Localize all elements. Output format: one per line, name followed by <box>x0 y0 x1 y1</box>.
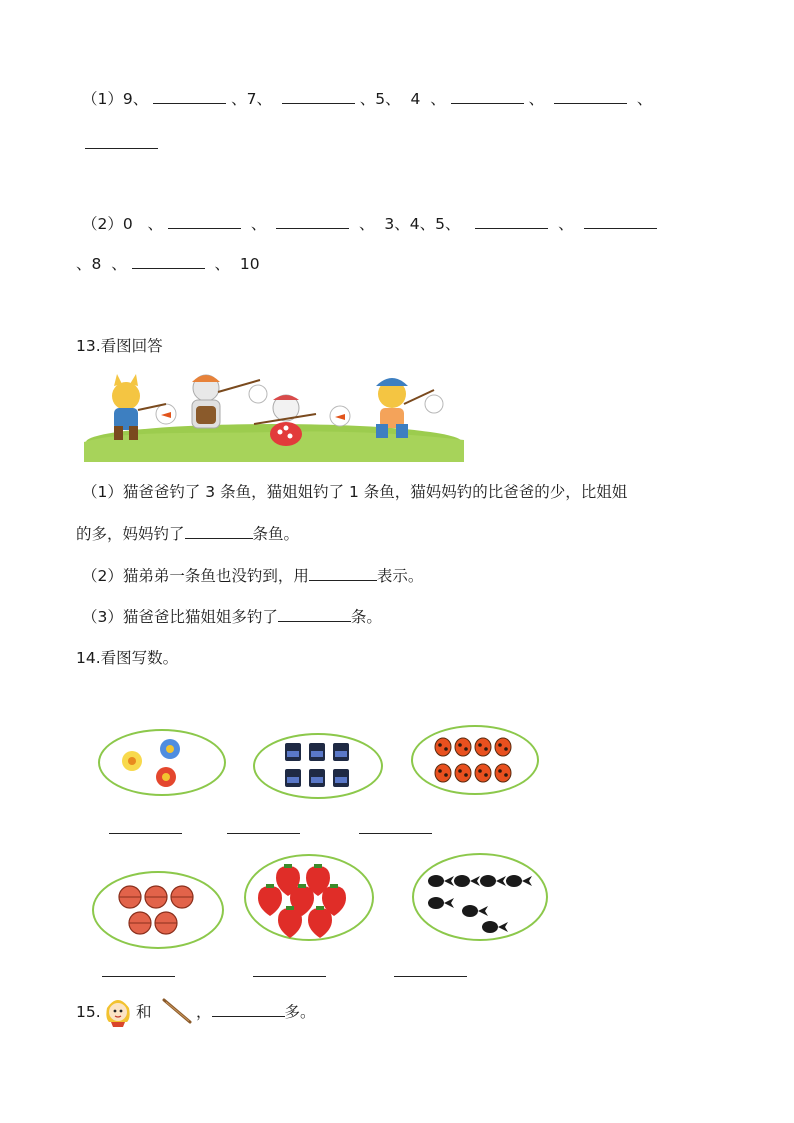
answer-blank[interactable] <box>132 254 205 269</box>
q12-part2-line2 <box>76 254 260 274</box>
q12-part1-text: 、 <box>636 90 653 108</box>
q13-part1-post: 条鱼。 <box>252 525 300 543</box>
q12-part2-text: 、 <box>558 215 574 233</box>
ladybug-icon <box>413 727 537 793</box>
cat-brother-icon <box>376 378 443 438</box>
answer-blank[interactable] <box>475 214 548 229</box>
q12-part1-lead: （1）9、 <box>82 90 149 108</box>
q12-part1-text: 、7、 <box>231 90 272 108</box>
answer-blank[interactable] <box>584 214 657 229</box>
answer-blank[interactable] <box>85 148 158 149</box>
group-flowers <box>98 729 226 796</box>
q13-part1-line2 <box>76 524 299 544</box>
q12-part2-text: 、 3、4、5、 <box>359 215 461 233</box>
q15-suffix: 多。 <box>284 1003 316 1021</box>
q13-part3 <box>82 607 382 627</box>
q13-part2-post: 表示。 <box>376 567 424 585</box>
q12-part1-text: 、 <box>528 90 545 108</box>
q13-part2 <box>82 566 423 586</box>
strawberry-icon <box>246 856 372 939</box>
q12-part1-line1 <box>82 89 652 109</box>
answer-blank[interactable] <box>153 89 226 104</box>
answer-blank[interactable] <box>278 607 351 622</box>
flower-icon <box>100 731 224 794</box>
q12-part1-text: 、5、 4 、 <box>359 90 446 108</box>
answer-blank[interactable] <box>554 89 627 104</box>
q13-part3-post: 条。 <box>350 608 382 626</box>
q15-number: 15. <box>76 1003 101 1021</box>
answer-blank[interactable] <box>185 524 253 539</box>
q15-rest <box>196 1002 316 1022</box>
q13-part2-pre: （2）猫弟弟一条鱼也没钓到，用 <box>82 567 309 585</box>
q15-and: 和 <box>136 1003 152 1021</box>
answer-blank[interactable] <box>102 976 175 977</box>
answer-blank[interactable] <box>282 89 355 104</box>
group-tadpoles <box>412 853 548 941</box>
answer-blank[interactable] <box>253 976 326 977</box>
q12-part2-end: 、 10 <box>214 255 260 273</box>
q13-part1-line1: （1）猫爸爸钓了 3 条鱼，猫姐姐钓了 1 条鱼，猫妈妈钓的比爸爸的少，比姐姐 <box>82 483 628 501</box>
q13-title: 13.看图回答 <box>76 337 163 355</box>
group-basketballs <box>92 871 224 949</box>
answer-blank[interactable] <box>168 214 241 229</box>
q12-part2-lead: （2）0 、 <box>82 215 164 233</box>
answer-blank[interactable] <box>227 833 300 834</box>
q12-part2-text: 、 <box>250 215 267 233</box>
answer-blank[interactable] <box>212 1002 285 1017</box>
basketball-icon <box>94 873 222 947</box>
q12-part2-lead2: 、8 、 <box>76 255 127 273</box>
stick-icon <box>160 996 194 1026</box>
child-face-icon <box>103 994 133 1028</box>
group-strawberries <box>244 854 374 941</box>
answer-blank[interactable] <box>359 833 432 834</box>
answer-blank[interactable] <box>109 833 182 834</box>
answer-blank[interactable] <box>309 566 377 581</box>
answer-blank[interactable] <box>451 89 524 104</box>
answer-blank[interactable] <box>276 214 349 229</box>
q13-part1-pre: 的多，妈妈钓了 <box>76 525 185 543</box>
tadpole-icon <box>414 855 546 939</box>
ink-bottle-icon <box>255 735 381 797</box>
group-ladybugs <box>411 725 539 795</box>
q13-part3-pre: （3）猫爸爸比猫姐姐多钓了 <box>82 608 278 626</box>
fishing-cats-illustration <box>84 370 464 462</box>
q15-comma: ， <box>196 1003 212 1021</box>
cat-mother-icon <box>192 375 267 428</box>
answer-blank[interactable] <box>394 976 467 977</box>
q14-title: 14.看图写数。 <box>76 649 179 667</box>
q12-part2-line1 <box>82 214 657 234</box>
group-ink-bottles <box>253 733 383 799</box>
